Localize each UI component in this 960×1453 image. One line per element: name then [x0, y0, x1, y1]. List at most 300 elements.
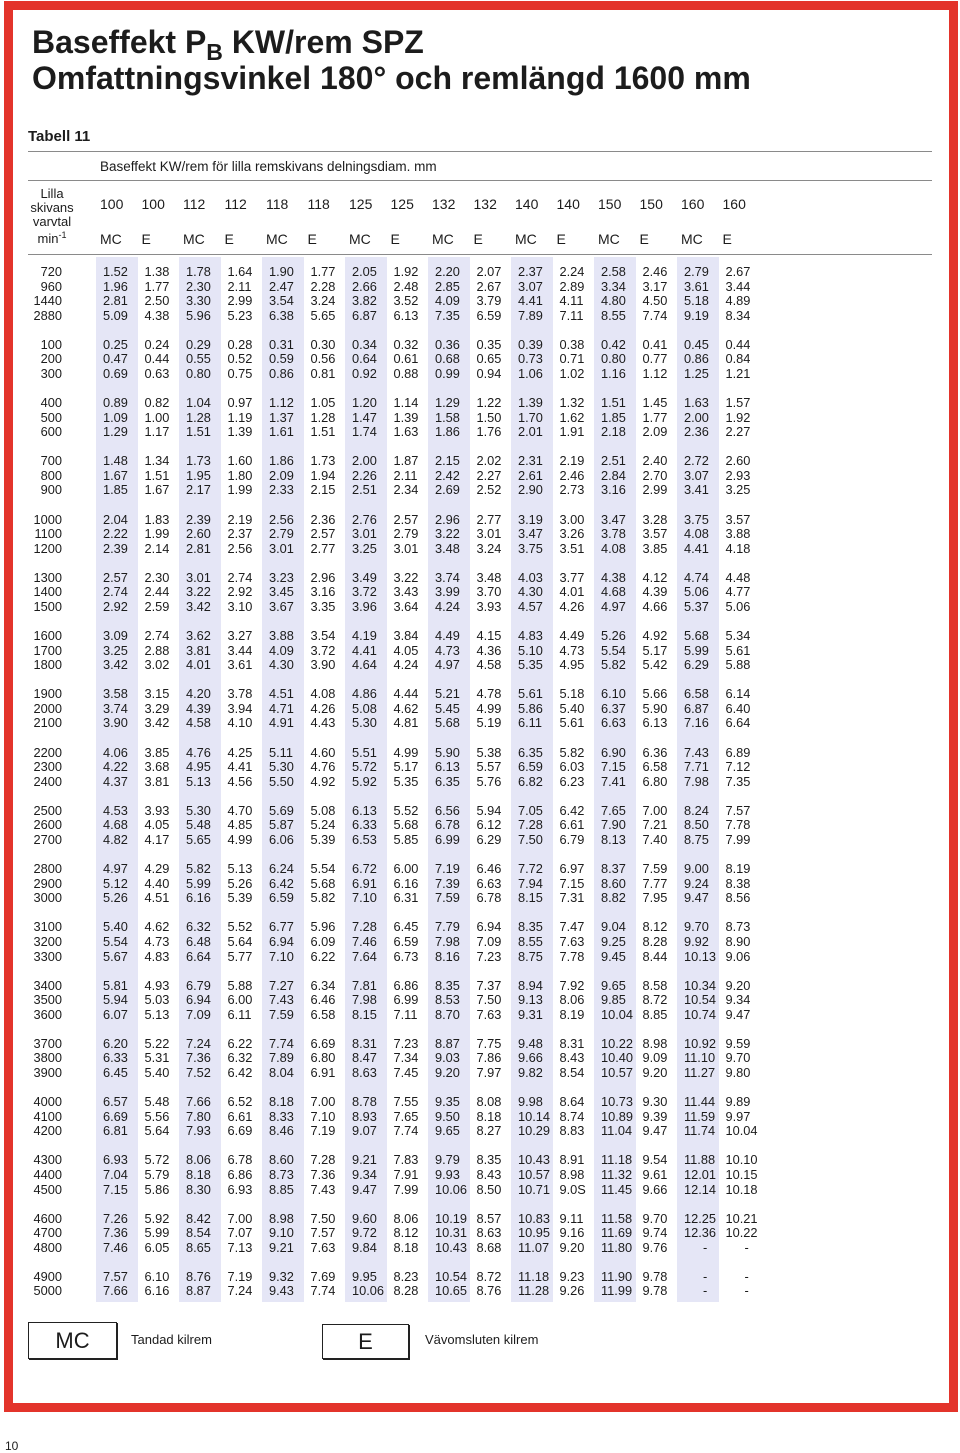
power-value: 4.50: [642, 293, 668, 309]
power-value: 4.95: [559, 657, 585, 673]
belt-type-header: MC: [432, 231, 454, 247]
power-value: 1.28: [186, 409, 211, 425]
power-value: 6.20: [103, 1035, 128, 1051]
power-value: 1.37: [269, 409, 294, 425]
power-value: 7.05: [518, 802, 543, 818]
power-value: 2.30: [144, 569, 170, 585]
power-value: 9.92: [684, 933, 709, 949]
rpm-value: 4600: [33, 1210, 62, 1226]
power-value: 6.45: [103, 1065, 128, 1081]
power-value: 6.78: [476, 890, 502, 906]
power-value: 6.57: [103, 1094, 128, 1110]
power-value: 5.51: [352, 744, 377, 760]
power-value: 2.88: [144, 642, 170, 658]
power-value: 2.66: [352, 278, 377, 294]
power-value: 8.85: [642, 1006, 668, 1022]
power-value: 7.59: [642, 861, 668, 877]
power-value: 11.45: [601, 1181, 633, 1197]
power-value: 4.48: [725, 569, 751, 585]
power-value: 7.66: [103, 1283, 128, 1299]
power-value: 7.16: [684, 715, 709, 731]
rpm-value: 2000: [33, 700, 62, 716]
diameter-header: 160: [722, 196, 746, 212]
power-value: 10.43: [518, 1152, 551, 1168]
power-value: 1.96: [103, 278, 128, 294]
power-value: 10.22: [601, 1035, 634, 1051]
table-row: [0, 658, 800, 673]
table-row: [0, 775, 800, 790]
power-value: 10.89: [601, 1108, 634, 1124]
power-value: 5.90: [435, 744, 460, 760]
power-value: 7.10: [352, 890, 377, 906]
power-value: 9.34: [725, 992, 751, 1008]
power-value: 5.77: [227, 948, 253, 964]
power-value: 5.52: [227, 919, 253, 935]
power-value: 10.95: [518, 1225, 551, 1241]
power-value: 5.39: [310, 831, 336, 847]
table-row: [0, 935, 800, 950]
power-value: 6.13: [393, 307, 419, 323]
power-value: 1.85: [601, 409, 626, 425]
power-value: 0.81: [310, 365, 336, 381]
rpm-value: 960: [40, 278, 62, 294]
power-value: -: [744, 1239, 749, 1255]
power-value: 3.62: [186, 628, 211, 644]
rpm-value: 700: [40, 453, 62, 469]
power-value: 5.42: [642, 657, 668, 673]
power-value: 5.17: [642, 642, 668, 658]
power-value: 6.32: [227, 1050, 253, 1066]
power-value: 9.43: [269, 1283, 294, 1299]
power-value: 1.70: [518, 409, 543, 425]
power-value: 10.04: [725, 1123, 758, 1139]
power-value: 4.41: [352, 642, 377, 658]
power-value: 5.99: [186, 875, 211, 891]
belt-type-header: MC: [266, 231, 288, 247]
power-value: 9.74: [642, 1225, 668, 1241]
power-value: 2.07: [476, 264, 502, 279]
table-row: [0, 804, 800, 819]
power-value: 10.92: [684, 1035, 717, 1051]
power-value: 2.85: [435, 278, 460, 294]
power-value: 8.46: [269, 1123, 294, 1139]
power-value: 8.13: [601, 831, 626, 847]
power-value: 2.01: [518, 424, 543, 440]
power-value: 6.48: [186, 933, 211, 949]
power-value: 7.46: [103, 1239, 128, 1255]
power-value: 6.99: [393, 992, 419, 1008]
power-value: 9.65: [601, 977, 626, 993]
power-value: 5.21: [435, 686, 460, 702]
power-value: 5.39: [227, 890, 253, 906]
power-value: 6.42: [227, 1065, 253, 1081]
power-value: 7.11: [393, 1006, 418, 1022]
rpm-value: 4000: [33, 1094, 62, 1110]
power-value: 4.05: [144, 817, 170, 833]
power-value: 5.96: [186, 307, 211, 323]
power-value: 2.36: [684, 424, 709, 440]
power-value: 8.82: [601, 890, 626, 906]
power-value: 1.39: [393, 409, 419, 425]
table-row: [0, 469, 800, 484]
rpm-value: 1000: [33, 511, 62, 527]
power-value: 8.54: [186, 1225, 211, 1241]
power-value: 12.01: [684, 1166, 717, 1182]
power-value: 2.60: [186, 526, 211, 542]
power-value: 7.36: [186, 1050, 211, 1066]
power-value: 4.08: [310, 686, 336, 702]
power-value: 4.93: [144, 977, 170, 993]
power-value: 2.56: [227, 540, 253, 556]
power-value: 7.57: [103, 1268, 128, 1284]
power-value: 3.85: [144, 744, 170, 760]
power-value: 9.20: [435, 1065, 460, 1081]
table-row: [0, 396, 800, 411]
diameter-header: 132: [432, 196, 456, 212]
power-value: 0.99: [435, 365, 460, 381]
power-value: 8.47: [352, 1050, 377, 1066]
power-value: 1.51: [186, 424, 211, 440]
power-value: 6.91: [352, 875, 377, 891]
power-value: 2.05: [352, 264, 377, 279]
power-value: 8.31: [559, 1035, 585, 1051]
power-value: 10.22: [725, 1225, 758, 1241]
power-value: 2.27: [476, 467, 502, 483]
power-value: 7.11: [559, 307, 584, 323]
rpm-header-line: skivans: [30, 200, 74, 215]
rpm-value: 4500: [33, 1181, 62, 1197]
power-value: 3.27: [227, 628, 253, 644]
diameter-header: 132: [473, 196, 497, 212]
power-value: 4.77: [725, 584, 751, 600]
power-value: 9.16: [559, 1225, 585, 1241]
power-value: 6.45: [393, 919, 419, 935]
table-row: [0, 265, 800, 280]
power-value: 8.60: [269, 1152, 294, 1168]
power-value: 4.82: [103, 831, 128, 847]
power-value: 5.10: [518, 642, 543, 658]
power-value: 9.95: [352, 1268, 377, 1284]
table-row: [0, 309, 800, 324]
power-value: 6.23: [559, 773, 585, 789]
power-value: 6.80: [642, 773, 668, 789]
power-value: 8.08: [476, 1094, 502, 1110]
power-value: 7.74: [310, 1283, 336, 1299]
power-value: 12.25: [684, 1210, 717, 1226]
power-value: 3.09: [103, 628, 128, 644]
power-value: 10.73: [601, 1094, 634, 1110]
rpm-value: 3600: [33, 1006, 62, 1022]
power-value: 7.80: [186, 1108, 211, 1124]
power-value: 8.76: [186, 1268, 211, 1284]
power-value: 4.68: [601, 584, 626, 600]
power-value: 7.15: [559, 875, 585, 891]
power-value: 11.10: [684, 1050, 716, 1066]
power-value: 8.34: [725, 307, 751, 323]
power-value: 5.34: [725, 628, 751, 644]
rpm-value: 3200: [33, 933, 62, 949]
power-value: 9.07: [352, 1123, 377, 1139]
power-value: 4.01: [186, 657, 211, 673]
power-value: 6.37: [601, 700, 626, 716]
power-value: 3.68: [144, 759, 170, 775]
power-value: 8.16: [435, 948, 460, 964]
power-value: 9.03: [435, 1050, 460, 1066]
power-value: 2.69: [435, 482, 460, 498]
power-value: 7.37: [476, 977, 502, 993]
table-row: [0, 352, 800, 367]
power-value: 10.21: [725, 1210, 758, 1226]
power-value: 2.37: [518, 264, 543, 279]
power-value: 4.36: [476, 642, 502, 658]
power-value: 4.03: [518, 569, 543, 585]
power-value: 6.53: [352, 831, 377, 847]
power-value: 6.94: [186, 992, 211, 1008]
power-value: 5.88: [725, 657, 751, 673]
power-value: 2.74: [103, 584, 128, 600]
rpm-value: 1700: [33, 642, 62, 658]
power-value: 4.97: [601, 598, 626, 614]
power-value: 7.50: [476, 992, 502, 1008]
power-value: 3.16: [310, 584, 336, 600]
power-value: 7.15: [601, 759, 626, 775]
power-value: 0.61: [393, 351, 419, 367]
table-row: [0, 294, 800, 309]
power-value: 4.78: [476, 686, 502, 702]
power-value: 10.04: [601, 1006, 634, 1022]
power-value: 2.93: [725, 467, 751, 483]
table-row: [0, 1008, 800, 1023]
diameter-header: 100: [100, 196, 124, 212]
power-value: 0.80: [601, 351, 626, 367]
power-value: 0.29: [186, 336, 211, 352]
power-value: 2.09: [642, 424, 668, 440]
power-value: 2.52: [476, 482, 502, 498]
power-value: 8.87: [435, 1035, 460, 1051]
power-value: 3.47: [601, 511, 626, 527]
legend-e-code: E: [358, 1329, 373, 1354]
power-value: 4.05: [393, 642, 419, 658]
power-value: 4.71: [269, 700, 294, 716]
power-value: 6.29: [684, 657, 709, 673]
power-value: 6.29: [476, 831, 502, 847]
power-value: 4.58: [186, 715, 211, 731]
power-value: 4.29: [144, 861, 170, 877]
power-value: 1.47: [352, 409, 377, 425]
diameter-header: 112: [224, 196, 247, 212]
power-value: 1.92: [725, 409, 751, 425]
power-value: 8.19: [725, 861, 751, 877]
power-value: 2.57: [310, 526, 336, 542]
rpm-value: 1500: [33, 598, 62, 614]
power-value: 3.45: [269, 584, 294, 600]
power-value: 7.74: [269, 1035, 294, 1051]
power-value: 4.83: [144, 948, 170, 964]
power-value: 2.92: [103, 598, 128, 614]
power-value: 6.64: [186, 948, 211, 964]
power-value: 4.26: [559, 598, 585, 614]
power-value: 5.92: [144, 1210, 170, 1226]
power-value: 9.31: [518, 1006, 543, 1022]
power-value: 1.04: [186, 395, 211, 411]
power-value: 8.55: [601, 307, 626, 323]
power-value: 5.68: [393, 817, 419, 833]
power-value: 10.06: [435, 1181, 468, 1197]
power-value: 8.78: [352, 1094, 377, 1110]
power-value: 8.83: [559, 1123, 585, 1139]
power-value: 2.37: [227, 526, 253, 542]
power-value: 6.22: [310, 948, 336, 964]
power-value: 3.01: [476, 526, 502, 542]
power-value: 1.76: [476, 424, 502, 440]
power-value: 5.68: [435, 715, 460, 731]
power-value: 6.00: [227, 992, 253, 1008]
power-value: 7.21: [642, 817, 668, 833]
power-value: 1.67: [144, 482, 170, 498]
power-value: 4.06: [103, 744, 128, 760]
power-value: 9.70: [684, 919, 709, 935]
power-value: 7.78: [725, 817, 751, 833]
power-value: 7.74: [393, 1123, 419, 1139]
rpm-unit-text: min: [37, 231, 59, 246]
power-value: 11.90: [601, 1268, 633, 1284]
power-value: 7.83: [393, 1152, 419, 1168]
power-value: 8.58: [642, 977, 668, 993]
table-row: [0, 1241, 800, 1256]
power-value: 7.35: [725, 773, 751, 789]
power-value: 4.92: [642, 628, 668, 644]
power-value: 11.07: [518, 1239, 550, 1255]
power-value: 8.28: [393, 1283, 419, 1299]
power-value: 5.24: [310, 817, 336, 833]
power-value: 6.33: [103, 1050, 128, 1066]
power-value: 4.74: [684, 569, 709, 585]
power-value: 2.51: [352, 482, 377, 498]
power-value: 6.79: [559, 831, 585, 847]
power-value: 0.44: [144, 351, 170, 367]
diameter-header: 118: [307, 196, 330, 212]
power-value: 5.19: [476, 715, 502, 731]
power-value: 7.92: [559, 977, 585, 993]
power-value: 9.0S: [559, 1181, 586, 1197]
power-value: 4.70: [227, 802, 253, 818]
power-value: -: [703, 1239, 708, 1255]
power-value: 7.77: [642, 875, 668, 891]
power-value: 4.39: [642, 584, 668, 600]
power-value: 1.39: [518, 395, 543, 411]
power-value: 5.26: [103, 890, 128, 906]
power-value: 9.84: [352, 1239, 377, 1255]
power-value: 7.98: [435, 933, 460, 949]
power-value: 8.73: [725, 919, 751, 935]
power-value: 5.35: [393, 773, 419, 789]
power-value: 9.00: [684, 861, 709, 877]
power-value: 4.24: [393, 657, 419, 673]
power-value: 6.31: [393, 890, 419, 906]
power-value: 3.74: [103, 700, 128, 716]
power-value: 7.12: [725, 759, 751, 775]
table-row: [0, 280, 800, 295]
power-value: 9.20: [725, 977, 751, 993]
power-value: 6.78: [227, 1152, 253, 1168]
power-value: 8.75: [518, 948, 543, 964]
power-value: 6.58: [642, 759, 668, 775]
table-row: [0, 950, 800, 965]
power-value: 7.91: [393, 1166, 419, 1182]
power-value: 9.11: [559, 1210, 584, 1226]
power-value: 8.18: [186, 1166, 211, 1182]
power-value: 7.47: [559, 919, 585, 935]
power-value: 7.64: [352, 948, 377, 964]
power-value: 11.27: [684, 1065, 716, 1081]
power-value: 5.61: [559, 715, 585, 731]
rpm-value: 500: [40, 409, 62, 425]
power-value: 4.49: [559, 628, 585, 644]
power-value: 5.90: [642, 700, 668, 716]
power-value: 2.96: [310, 569, 336, 585]
diameter-header: 160: [681, 196, 705, 212]
power-value: 5.08: [310, 802, 336, 818]
power-value: 6.13: [642, 715, 668, 731]
power-value: 4.24: [435, 598, 460, 614]
power-value: 3.19: [518, 511, 543, 527]
power-value: 0.77: [642, 351, 668, 367]
power-value: 5.65: [310, 307, 336, 323]
power-value: 0.47: [103, 351, 128, 367]
power-value: 7.04: [103, 1166, 128, 1182]
power-value: 0.56: [310, 351, 336, 367]
power-value: 2.99: [227, 293, 253, 309]
rpm-header-line: varvtal: [32, 214, 72, 229]
power-value: 6.61: [227, 1108, 253, 1124]
power-value: 8.55: [518, 933, 543, 949]
rpm-header-line: Lilla: [40, 186, 64, 201]
power-value: 2.58: [601, 264, 626, 279]
belt-type-header: MC: [183, 231, 205, 247]
power-value: 9.60: [352, 1210, 377, 1226]
power-value: 3.81: [144, 773, 170, 789]
power-value: 3.24: [476, 540, 502, 556]
power-value: 4.99: [227, 831, 253, 847]
power-value: 2.51: [601, 453, 626, 469]
power-value: 3.42: [144, 715, 170, 731]
title-line-2: Omfattningsvinkel 180° och remlängd 1600 mm: [32, 60, 751, 96]
power-value: 5.68: [684, 628, 709, 644]
power-value: 5.48: [186, 817, 211, 833]
power-value: 8.72: [642, 992, 668, 1008]
power-value: 6.81: [103, 1123, 128, 1139]
power-value: 8.70: [435, 1006, 460, 1022]
power-value: 5.61: [725, 642, 751, 658]
power-value: 8.50: [684, 817, 709, 833]
power-value: 9.66: [518, 1050, 543, 1066]
power-value: 2.47: [269, 278, 294, 294]
power-value: 8.18: [476, 1108, 502, 1124]
power-value: 2.11: [227, 278, 252, 294]
rpm-value: 2880: [33, 307, 62, 323]
power-value: 4.11: [559, 293, 584, 309]
power-value: 4.99: [476, 700, 502, 716]
power-value: 2.36: [310, 511, 336, 527]
power-value: 6.06: [269, 831, 294, 847]
power-value: 1.14: [393, 395, 419, 411]
power-value: 4.39: [186, 700, 211, 716]
power-value: 2.11: [393, 467, 418, 483]
diameter-header: 100: [141, 196, 165, 212]
power-value: 7.41: [601, 773, 626, 789]
power-value: 7.07: [227, 1225, 253, 1241]
power-value: 6.40: [725, 700, 751, 716]
